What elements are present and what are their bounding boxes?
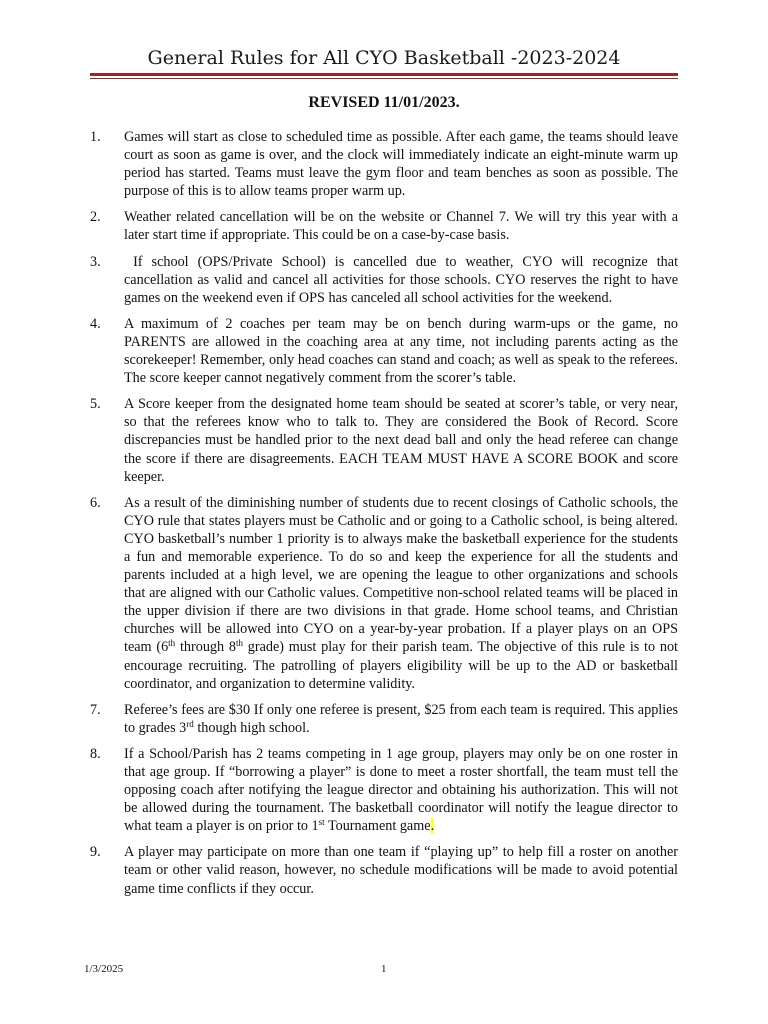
rule-item-7 [90,701,678,737]
rule-number: 5. [90,396,101,413]
rule-text: Games will start as close to scheduled time as possible. After each game, the teams should leave court as soon as game is over, and the clock will immediately indicate an eight-minute warm up period has started. Teams must leave the gym floor and team benches as soon as possible. The purpose of this is to allow teams proper warm up. [124,129,678,200]
rule-text: As a result of the diminishing number of students due to recent closings of Catholic schools, the CYO rule that states players must be Catholic and or going to a Catholic school, is being altered. CYO basketball’s number 1 priority is to always make the basketball experience for the students a fun and memorable experience. To do so and keep the experience for all the students and parents included at a high level, we are opening the league to other organizations and schools that are aligned with our Catholic values. Competitive non-school related teams will be placed in the upper division if there are two divisions in that grade. Home school teams, and Christian churches will be allowed into CYO on a year-by-year probation. If a player plays on an OPS team (6th through 8th grade) must play for their parish team. The objective of this rule is to not encourage recruiting. The patrolling of players eligibility will be up to the AD or basketball coordinator, and organization to determine validity. [124,494,678,692]
rule-item-1 [90,128,678,200]
rule-item-8 [90,745,678,835]
rule-text: A maximum of 2 coaches per team may be on bench during warm-ups or the game, no PARENTS are allowed in the coaching area at any time, not including parents acting as the scorekeeper! Remember, only head coaches can stand and coach; as well as speak to the referees. The score keeper cannot negatively comment from the scorer’s table. [124,315,678,387]
revised-date-heading: REVISED 11/01/2023. [308,94,460,111]
rule-number: 6. [90,494,101,511]
rule-number: 7. [90,701,101,718]
rule-item-6 [90,494,678,693]
title-divider-thick [90,73,678,76]
rule-text: If school (OPS/Private School) is cancelled due to weather, CYO will recognize that cancellation as valid and cancel all activities for those schools. CYO reserves the right to have games on the weekend even if OPS has canceled all school activities for the weekend. [124,253,679,306]
footer-date: 1/3/2025 [84,963,124,975]
highlighted-text: . [430,818,435,835]
rule-item-3 [90,253,678,307]
rule-text: Referee’s fees are $30 If only one referee is present, $25 from each team is required. This applies to grades 3rd though high school. [124,701,678,736]
rules-list [90,128,678,906]
rule-item-2 [90,208,678,244]
rule-text: Weather related cancellation will be on the website or Channel 7. We will try this year with a later start time if appropriate. This could be on a case-by-case basis. [124,209,678,244]
rule-number: 8. [90,745,101,762]
rule-text: A Score keeper from the designated home team should be seated at scorer’s table, or very near, so that the referees know who to talk to. They are considered the Book of Record. Score discrepancies must be handled prior to the next dead ball and only the head referee can change the score if there are disagreements. EACH TEAM MUST HAVE A SCORE BOOK and score keeper. [124,396,678,485]
rule-item-4 [90,315,678,387]
page-title: General Rules for All CYO Basketball -2023-2024 [147,47,621,69]
rule-number: 4. [90,315,101,332]
title-divider-thin [90,78,678,79]
rule-text: A player may participate on more than one team if “playing up” to help fill a roster on another team or other valid reason, however, no schedule modifications will be made to avoid potential game time conflicts if they occur. [124,844,678,897]
rule-item-5 [90,395,678,485]
rule-number: 1. [90,129,101,145]
rule-item-9 [90,843,678,897]
footer-page-number: 1 [381,963,387,975]
rule-number: 3. [90,253,101,270]
rule-number: 9. [90,844,101,861]
rule-number: 2. [90,209,101,226]
rule-text: If a School/Parish has 2 teams competing in 1 age group, players may only be on one roster in that age group. If “borrowing a player” is done to meet a roster shortfall, the team must tell the opposing coach after notifying the league director and obtaining his authorization. This will not be allowed during the tournament. The basketball coordinator will notify the league director to what team a player is on prior to 1st Tournament game. [124,745,678,835]
